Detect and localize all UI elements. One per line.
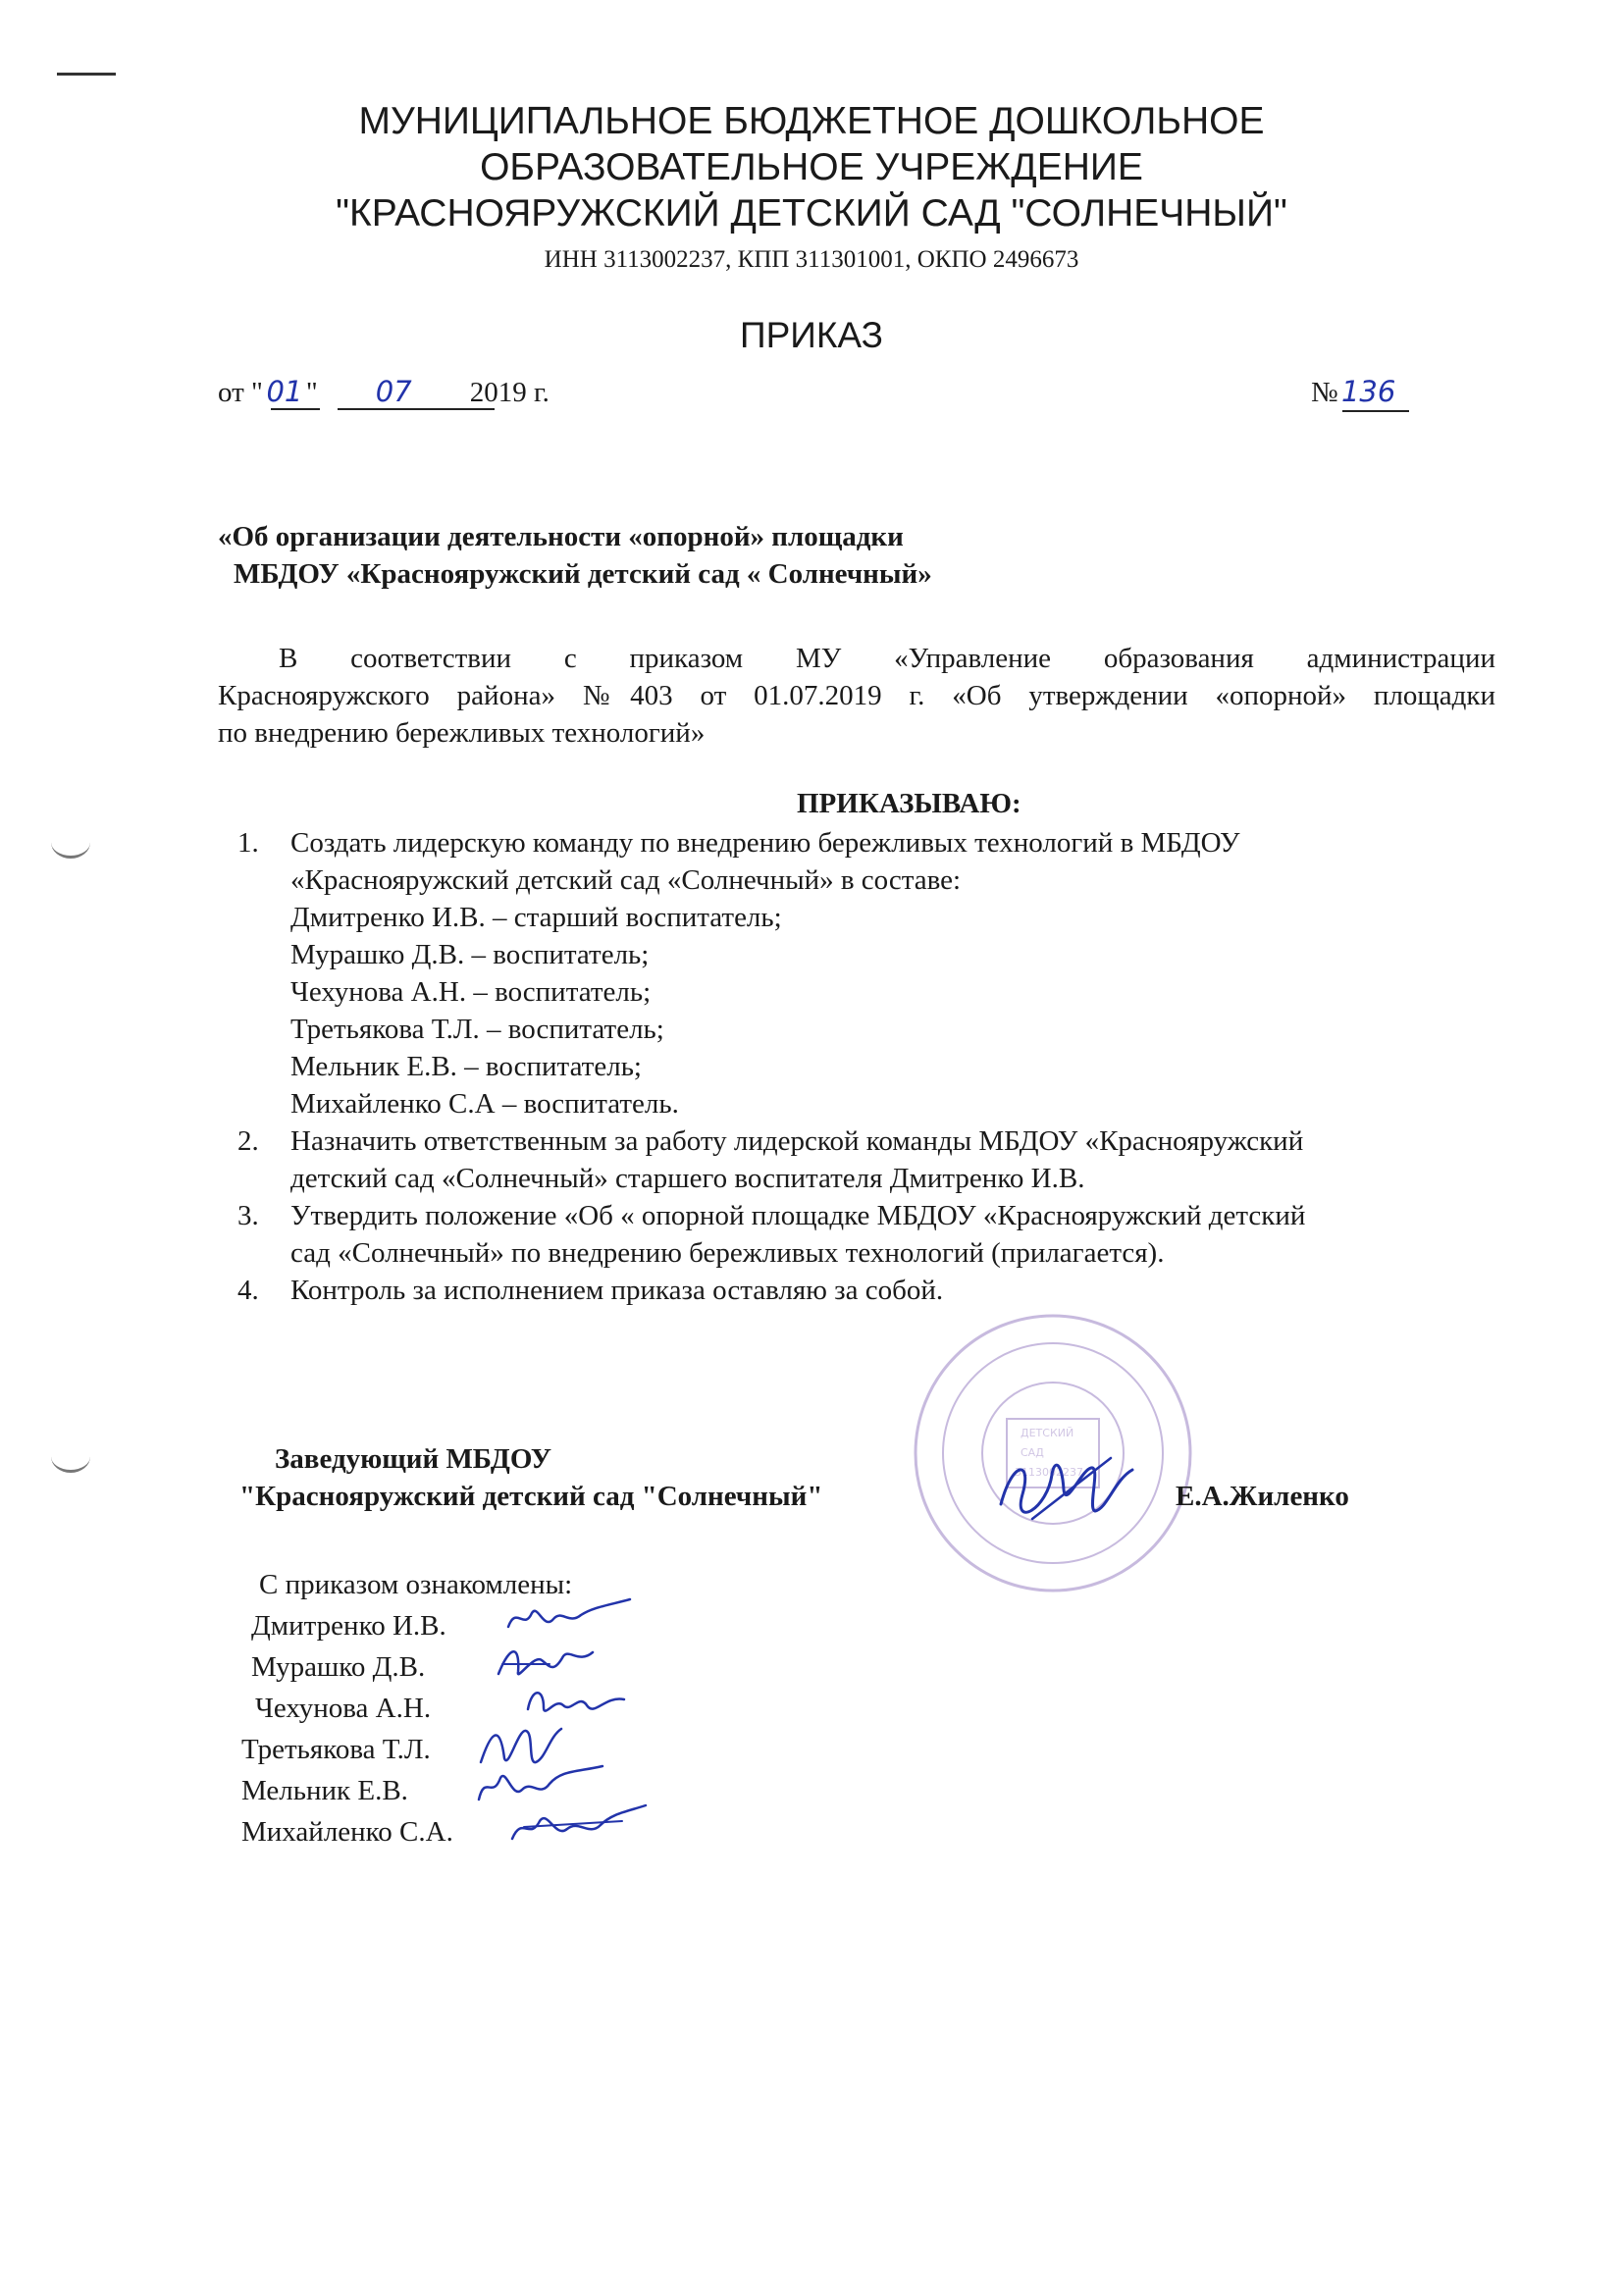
item-line: Михайленко С.А – воспитатель. [290,1088,679,1120]
item-number: 4. [237,1275,259,1306]
handwritten-signature [504,1800,652,1854]
acknowledgement-title: С приказом ознакомлены: [259,1569,573,1600]
preamble-line1: В соответствии с приказом МУ «Управление образования администрации [279,643,1495,674]
org-name-line1: МУНИЦИПАЛЬНОЕ БЮДЖЕТНОЕ ДОШКОЛЬНОЕ [358,100,1265,142]
acknowledged-person: Чехунова А.Н. [255,1693,432,1724]
number-prefix: № [1311,377,1338,408]
date-day: 01 [266,375,303,408]
punch-hole-mark [51,826,90,859]
acknowledged-person: Мельник Е.В. [241,1775,408,1806]
item-line: Чехунова А.Н. – воспитатель; [290,976,652,1008]
item-line: Дмитренко И.В. – старший воспитатель; [290,902,782,933]
item-line: Мельник Е.В. – воспитатель; [290,1051,642,1082]
svg-text:ДЕТСКИЙ: ДЕТСКИЙ [1021,1427,1074,1439]
date-month-underline [338,408,495,410]
item-line: Мурашко Д.В. – воспитатель; [290,939,650,970]
item-line: «Краснояружский детский сад «Солнечный» в составе: [290,864,962,896]
order-subject-line2: МБДОУ «Краснояружский детский сад « Солнечный» [234,558,932,590]
date-month: 07 [375,375,412,408]
svg-text:САД: САД [1021,1446,1044,1459]
punch-hole-mark [51,1440,90,1473]
order-title: ПРИКАЗ [739,315,884,355]
item-number: 2. [237,1125,259,1157]
acknowledged-person: Мурашко Д.В. [251,1651,426,1683]
date-separator: " [305,377,318,408]
org-name-line3: "КРАСНОЯРУЖСКИЙ ДЕТСКИЙ САД "СОЛНЕЧНЫЙ" [336,192,1287,235]
order-date [218,373,550,411]
date-year: 2019 г. [469,377,550,408]
item-line: Создать лидерскую команду по внедрению бережливых технологий в МБДОУ [290,827,1240,859]
scan-mark [57,73,116,76]
handwritten-signature [491,1635,599,1686]
item-line: Назначить ответственным за работу лидерской команды МБДОУ «Краснояружский [290,1125,1304,1157]
number-underline [1342,410,1409,412]
date-day-underline [271,408,320,410]
item-number: 1. [237,827,259,859]
preamble-line2: Краснояружского района» №403 от 01.07.2019 г. «Об утверждении «опорной» площадки [218,680,1495,711]
item-line: Третьякова Т.Л. – воспитатель; [290,1014,664,1045]
number-value: 136 [1340,375,1396,408]
director-signature [993,1450,1140,1524]
item-line: детский сад «Солнечный» старшего воспитателя Дмитренко И.В. [290,1163,1085,1194]
org-name-line2: ОБРАЗОВАТЕЛЬНОЕ УЧРЕЖДЕНИЕ [480,146,1143,188]
directive: ПРИКАЗЫВАЮ: [797,788,1021,819]
acknowledged-person: Третьякова Т.Л. [241,1734,431,1765]
preamble-line3: по внедрению бережливых технологий» [218,717,706,749]
svg-text:3113002237: 3113002237 [1015,1466,1083,1479]
date-prefix: от " [218,377,263,408]
org-requisites: ИНН 3113002237, КПП 311301001, ОКПО 2496673 [544,246,1079,273]
acknowledged-person: Дмитренко И.В. [251,1610,446,1642]
item-line: сад «Солнечный» по внедрению бережливых технологий (прилагается). [290,1237,1165,1269]
item-line: Контроль за исполнением приказа оставляю за собой. [290,1275,944,1306]
signatory-name: Е.А.Жиленко [1176,1481,1349,1512]
order-number [1311,373,1399,411]
item-number: 3. [237,1200,259,1231]
order-subject-line1: «Об организации деятельности «опорной» площадки [218,521,904,552]
signatory-position-line1: Заведующий МБДОУ [275,1443,552,1475]
acknowledged-person: Михайленко С.А. [241,1816,453,1848]
item-line: Утвердить положение «Об « опорной площадке МБДОУ «Краснояружский детский [290,1200,1306,1231]
signatory-position-line2: "Краснояружский детский сад "Солнечный" [239,1481,823,1512]
